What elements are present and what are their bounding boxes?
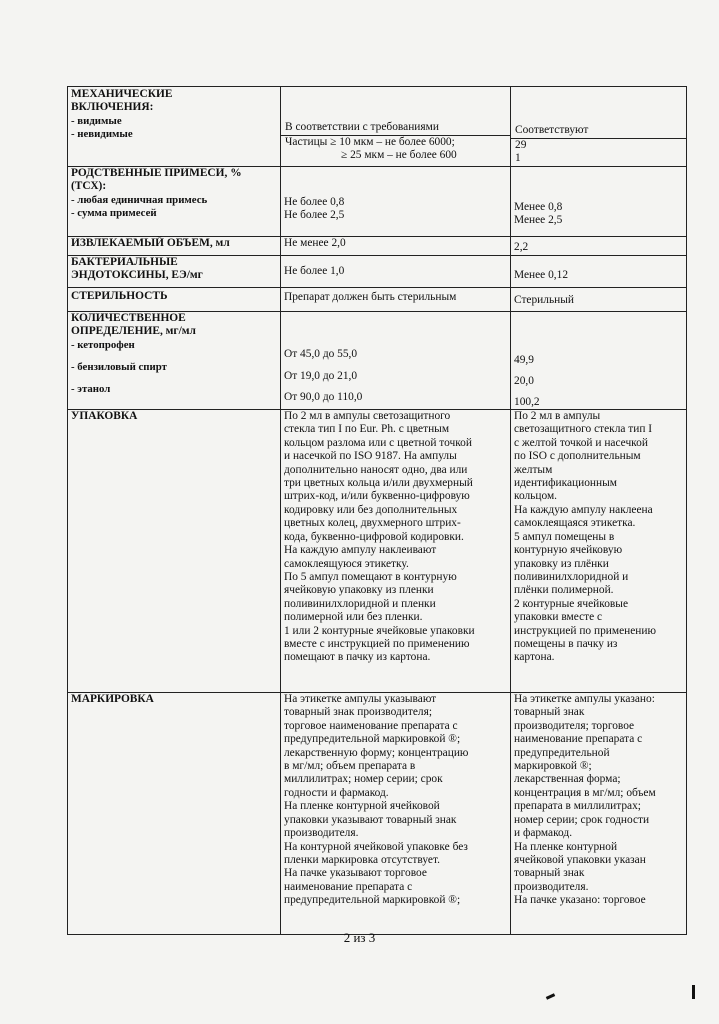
cell-param (68, 166, 281, 236)
result-text-line: 2 контурные ячейковые (514, 597, 629, 610)
result-text-line: упаковки вместе с (514, 611, 603, 624)
row-bacterial-endotoxins (68, 255, 687, 287)
result-text-line: товарный знак (514, 706, 585, 719)
param-title: УПАКОВКА (71, 410, 138, 423)
cell-param (68, 311, 281, 409)
result-text-line: На каждую ампулу наклеена (514, 503, 653, 516)
result-text-line: На пачке указано: торговое (514, 894, 646, 907)
result-text-line: номер серии; срок годности (514, 813, 650, 826)
result-text-line: препарата в миллилитрах; (514, 800, 641, 813)
result-value: Соответствуют (515, 124, 589, 136)
row-sterility (68, 287, 687, 311)
param-title: СТЕРИЛЬНОСТЬ (71, 289, 168, 302)
spec-text-line: По 5 ампул помещают в контурную (284, 570, 457, 583)
result-text-line: с желтой точкой и насечкой (514, 436, 648, 449)
result-text-line: упаковку из плёнки (514, 557, 609, 570)
spec-value: Не более 2,5 (284, 209, 345, 222)
param-title: ИЗВЛЕКАЕМЫЙ ОБЪЕМ, мл (71, 236, 230, 249)
spec-value: От 45,0 до 55,0 (284, 347, 358, 360)
spec-value: Не более 0,8 (284, 195, 345, 208)
spec-text-line: поливинилхлоридной и пленки (284, 597, 436, 610)
scan-mark (692, 985, 695, 999)
param-sub: - видимые (71, 114, 122, 127)
result-text-line: производителя; торговое (514, 719, 635, 732)
result-text-line: производителя. (514, 880, 589, 893)
param-sub: - этанол (71, 383, 111, 396)
spec-value: ≥ 25 мкм – не более 600 (341, 149, 457, 162)
cell-result (511, 410, 687, 693)
result-value: 1 (515, 152, 521, 165)
result-text-line: инструкцией по применению (514, 624, 656, 637)
result-value: Стерильный (514, 293, 574, 306)
spec-text-line: помещают в пачку из картона. (284, 651, 431, 664)
spec-text-line: торговое наименование препарата с (284, 719, 458, 732)
result-text-line: наименование препарата с (514, 733, 643, 746)
param-title: РОДСТВЕННЫЕ ПРИМЕСИ, % (ТСХ): (71, 166, 242, 193)
cell-spec (281, 255, 511, 287)
spec-text-line: штрих-код, и/или буквенно-цифровую (284, 490, 470, 503)
spec-value: От 19,0 до 21,0 (284, 370, 358, 383)
param-sub: - бензиловый спирт (71, 361, 167, 374)
cell-result (511, 87, 687, 167)
result-value: 100,2 (514, 395, 540, 408)
specification-table (67, 86, 687, 935)
result-text-line: плёнки полимерной. (514, 584, 614, 597)
result-text-line: поливинилхлоридной и (514, 570, 629, 583)
cell-param (68, 255, 281, 287)
cell-param (68, 287, 281, 311)
spec-text-line: миллилитрах; номер серии; срок (284, 773, 443, 786)
spec-text-line: товарный знак производителя; (284, 706, 432, 719)
result-text-line: контурную ячейковую (514, 544, 623, 557)
result-text-line: товарный знак (514, 867, 585, 880)
cell-result (511, 236, 687, 255)
cell-param (68, 236, 281, 255)
result-text-line: предупредительной (514, 746, 610, 759)
result-text-line: картона. (514, 651, 555, 664)
spec-text-line: вместе с инструкцией по применению (284, 637, 470, 650)
param-title: КОЛИЧЕСТВЕННОЕ ОПРЕДЕЛЕНИЕ, мг/мл (71, 311, 196, 338)
spec-text-line: На контурной ячейковой упаковке без (284, 840, 468, 853)
cell-result (511, 166, 687, 236)
result-text-line: лекарственная форма; (514, 773, 621, 786)
result-value: 20,0 (514, 375, 534, 388)
result-text-line: желтым (514, 463, 553, 476)
spec-text-line: стекла тип I по Eur. Ph. с цветным (284, 423, 450, 436)
spec-text-line: предупредительной маркировкой ®; (284, 733, 461, 746)
spec-text-line: На пачке указывают торговое (284, 867, 427, 880)
spec-text-line: самоклеящуюся этикетку. (284, 557, 409, 570)
param-title: БАКТЕРИАЛЬНЫЕ ЭНДОТОКСИНЫ, ЕЭ/мг (71, 255, 203, 282)
spec-value: Частицы ≥ 10 мкм – не более 6000; (285, 136, 455, 148)
result-value: 49,9 (514, 353, 534, 366)
param-title: МАРКИРОВКА (71, 693, 154, 706)
scan-mark (546, 993, 555, 1000)
spec-text-line: цветных колец, двухмерного штрих- (284, 517, 461, 530)
cell-param (68, 87, 281, 167)
cell-spec (281, 693, 511, 935)
spec-text-line: пленки маркировка отсутствует. (284, 853, 440, 866)
cell-spec (281, 236, 511, 255)
page-number: 2 из 3 (343, 930, 376, 945)
spec-text-line: годности и фармакод. (284, 786, 389, 799)
spec-text-line: дополнительно наносят одно, два или (284, 463, 468, 476)
result-text-line: маркировкой ®; (514, 760, 592, 773)
param-title: МЕХАНИЧЕСКИЕ ВКЛЮЧЕНИЯ: (71, 88, 173, 114)
spec-text-line: На этикетке ампулы указывают (284, 693, 437, 706)
param-sub: - невидимые (71, 128, 133, 141)
spec-text-line: производителя. (284, 827, 359, 840)
cell-result (511, 287, 687, 311)
spec-text-line: ячейковую упаковку из пленки (284, 584, 434, 597)
cell-param (68, 410, 281, 693)
result-value: Менее 0,8 (514, 200, 563, 213)
cell-spec (281, 166, 511, 236)
result-text-line: кольцом. (514, 490, 558, 503)
result-text-line: На пленке контурной (514, 840, 618, 853)
spec-text-line: три цветных кольца и/или двухмерный (284, 477, 473, 490)
param-sub: - любая единичная примесь (71, 193, 208, 206)
spec-text-line: кольцом разлома или с цветной точкой (284, 436, 472, 449)
spec-value: Не более 1,0 (284, 264, 345, 277)
spec-value: От 90,0 до 110,0 (284, 390, 363, 403)
result-text-line: помещены в пачку из (514, 637, 618, 650)
spec-text-line: кодировку или без дополнительных (284, 503, 458, 516)
spec-text-line: кода, буквенно-цифровой кодировки. (284, 530, 464, 543)
result-text-line: 5 ампул помещены в (514, 530, 615, 543)
result-text-line: по ISO с дополнительным (514, 450, 641, 463)
spec-text-line: упаковки указывают товарный знак (284, 813, 457, 826)
spec-text-line: наименование препарата с (284, 880, 413, 893)
result-value: 2,2 (514, 240, 529, 253)
result-value: Менее 2,5 (514, 214, 563, 227)
row-labeling (68, 693, 687, 935)
cell-result (511, 255, 687, 287)
spec-text-line: в мг/мл; объем препарата в (284, 760, 416, 773)
spec-text-line: и насечкой по ISO 9187. На ампулы (284, 450, 457, 463)
cell-result (511, 311, 687, 409)
result-text-line: концентрация в мг/мл; объем (514, 786, 656, 799)
spec-text-line: На пленке контурной ячейковой (284, 800, 440, 813)
cell-spec (281, 410, 511, 693)
result-text-line: На этикетке ампулы указано: (514, 693, 655, 706)
result-value: 29 (515, 139, 527, 151)
cell-spec (281, 87, 511, 167)
result-value: Менее 0,12 (514, 268, 569, 281)
cell-result (511, 693, 687, 935)
cell-spec (281, 287, 511, 311)
spec-text-line: По 2 мл в ампулы светозащитного (284, 410, 451, 423)
spec-text-line: предупредительной маркировкой ®; (284, 894, 461, 907)
result-text-line: светозащитного стекла тип I (514, 423, 653, 436)
result-text-line: и фармакод. (514, 827, 573, 840)
row-packaging (68, 410, 687, 693)
spec-text-line: полимерной или без пленки. (284, 611, 423, 624)
row-assay (68, 311, 687, 409)
spec-value: Не менее 2,0 (284, 236, 346, 249)
spec-text-line: лекарственную форму; концентрацию (284, 746, 469, 759)
result-text-line: ячейковой упаковки указан (514, 853, 646, 866)
spec-value: Препарат должен быть стерильным (284, 290, 457, 303)
spec-text-line: На каждую ампулу наклеивают (284, 544, 437, 557)
spec-text-line: 1 или 2 контурные ячейковые упаковки (284, 624, 475, 637)
result-text-line: идентификационным (514, 477, 617, 490)
row-mechanical-inclusions (68, 87, 687, 167)
spec-value: В соответствии с требованиями (285, 121, 439, 133)
cell-spec (281, 311, 511, 409)
row-extractable-volume (68, 236, 687, 255)
row-related-impurities (68, 166, 687, 236)
cell-param (68, 693, 281, 935)
param-sub: - кетопрофен (71, 338, 135, 351)
param-sub: - сумма примесей (71, 207, 157, 220)
result-text-line: самоклеящаяся этикетка. (514, 517, 636, 530)
result-text-line: По 2 мл в ампулы (514, 410, 601, 423)
